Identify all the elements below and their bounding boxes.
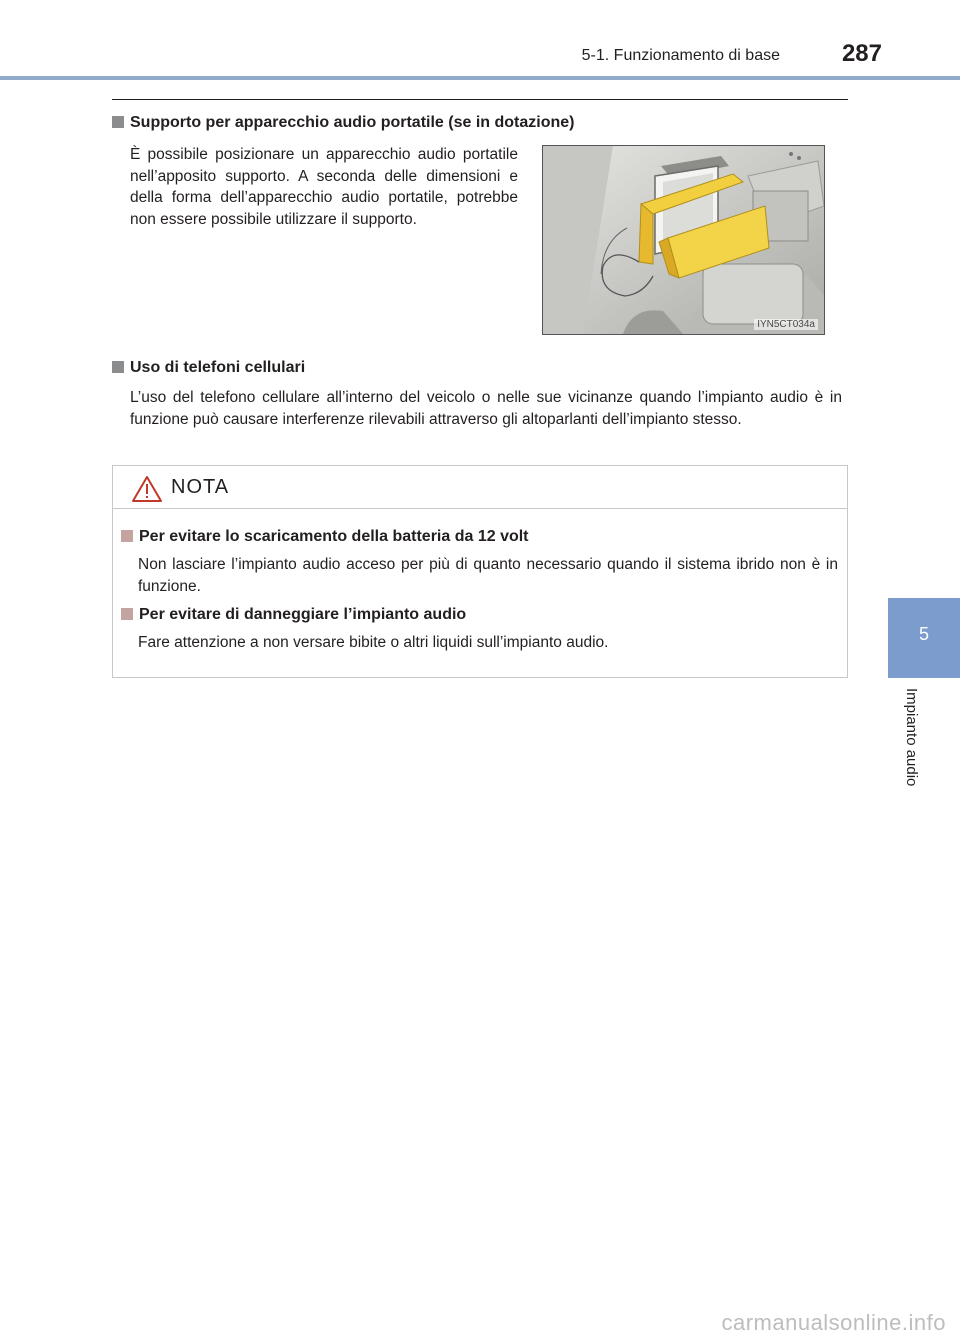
cell-phones-heading [112, 359, 305, 377]
cell-phones-heading-text: Uso di telefoni cellulari [130, 359, 306, 376]
section-rule [112, 99, 848, 100]
nota-item-heading [121, 606, 466, 624]
square-bullet-icon [112, 361, 124, 373]
portable-audio-text: È possibile posizionare un apparecchio audio portatile nell’apposito supporto. A seconda delle dimensioni e della forma dell’apparecchio audio portatile, potrebbe non essere possibile utilizzare il supporto. [130, 146, 518, 228]
portable-audio-heading [112, 114, 574, 132]
portable-audio-holder-photo [542, 145, 825, 335]
section-title: 5-1. Funzionamento di base [581, 47, 780, 64]
chapter-number: 5 [918, 624, 929, 644]
holder-illustration [543, 146, 824, 334]
footer-watermark: carmanualsonline.info [721, 1310, 946, 1335]
chapter-tab[interactable] [888, 598, 960, 678]
nota-box [112, 465, 848, 678]
nota-item-heading-text: Per evitare lo scaricamento della batteria da 12 volt [139, 528, 529, 545]
square-bullet-icon [112, 116, 124, 128]
nota-divider [113, 508, 847, 509]
nota-item-heading [121, 528, 529, 546]
chapter-title: Impianto audio [903, 688, 920, 787]
square-bullet-icon [121, 530, 133, 542]
nota-item-heading-text: Per evitare di danneggiare l’impianto audio [139, 606, 467, 623]
nota-item-text: Non lasciare l’impianto audio acceso per più di quanto necessario quando il sistema ibrido non è in funzione. [138, 556, 838, 595]
portable-audio-heading-text: Supporto per apparecchio audio portatile (se in dotazione) [130, 114, 575, 131]
nota-title: NOTA [171, 476, 230, 498]
nota-item-text: Fare attenzione a non versare bibite o altri liquidi sull’impianto audio. [138, 634, 609, 651]
header-rule [0, 76, 960, 80]
cell-phones-text: L’uso del telefono cellulare all’interno del veicolo o nelle sue vicinanze quando l’impianto audio è in funzione può causare interferenze rilevabili attraverso gli altoparlanti dell’impianto stesso. [130, 389, 842, 428]
warning-triangle-icon [131, 475, 163, 503]
image-code: IYN5CT034a [754, 319, 818, 330]
square-bullet-icon [121, 608, 133, 620]
page-number: 287 [841, 40, 882, 67]
